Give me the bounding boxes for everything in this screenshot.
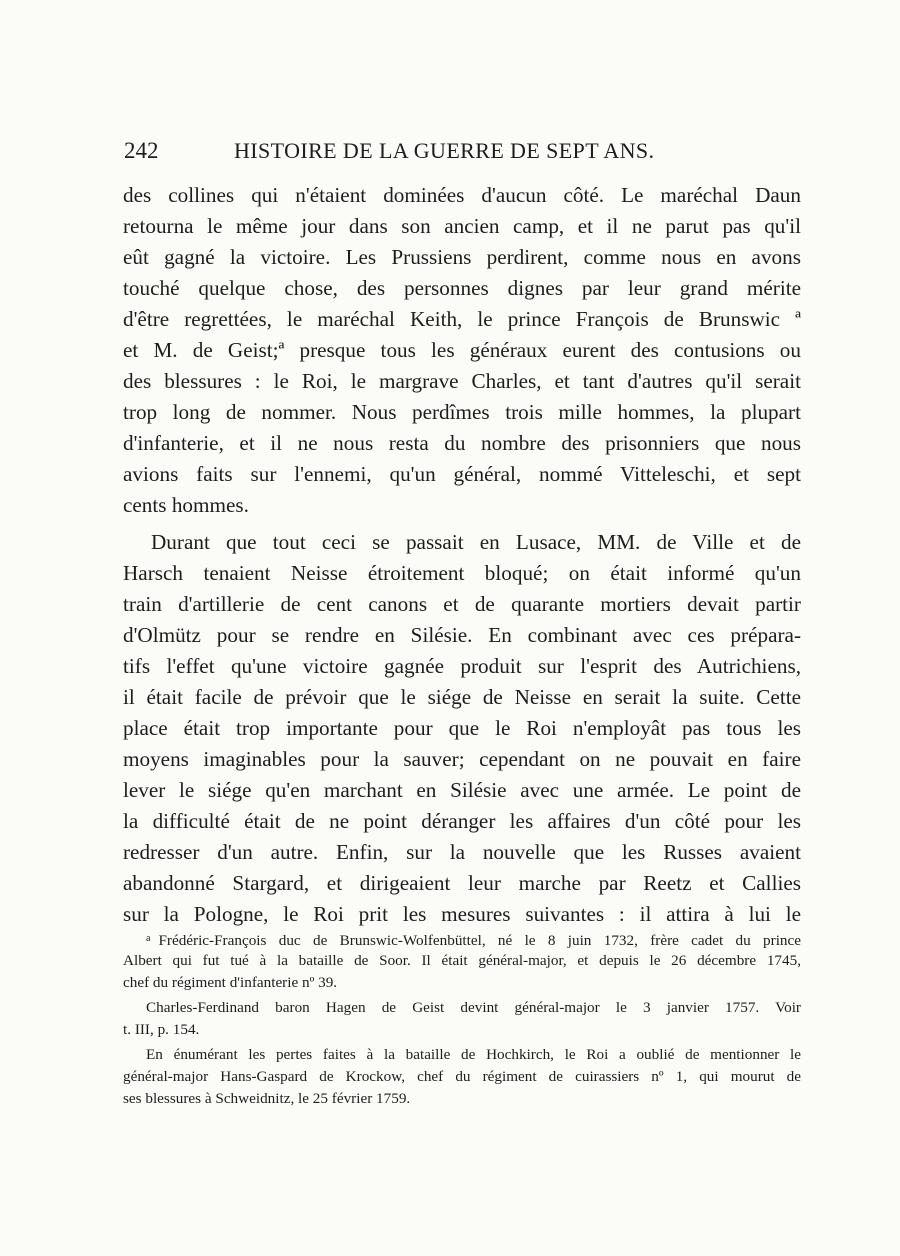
paragraph-2: [123, 527, 801, 930]
text-line: abandonné Stargard, et dirigeaient leur marche par Reetz et Callies: [123, 871, 801, 895]
text-line: lever le siége qu'en marchant en Silésie avec une armée. Le point de: [123, 778, 801, 802]
text-line: Durant que tout ceci se passait en Lusace, MM. de Ville et de: [151, 530, 801, 554]
text-line: trop long de nommer. Nous perdîmes trois mille hommes, la plupart: [123, 400, 801, 424]
text-line: cents hommes.: [123, 493, 249, 517]
main-text: [123, 180, 801, 930]
text-line: d'infanterie, et il ne nous resta du nombre des prisonniers que nous: [123, 431, 801, 455]
footnote-1: [123, 928, 801, 994]
text-line: place était trop importante pour que le Roi n'employât pas tous les: [123, 716, 801, 740]
text-line: touché quelque chose, des personnes dignes par leur grand mérite: [123, 276, 801, 300]
running-title: HISTOIRE DE LA GUERRE DE SEPT ANS.: [234, 138, 655, 163]
text-line: retourna le même jour dans son ancien camp, et il ne parut pas qu'il: [123, 214, 801, 238]
text-line: et M. de Geist;ª presque tous les généraux eurent des contusions ou: [123, 338, 801, 362]
footnote-line: Charles-Ferdinand baron Hagen de Geist devint général-major le 3 janvier 1757. Voir: [146, 999, 801, 1016]
running-head: [124, 136, 694, 166]
text-line: moyens imaginables pour la sauver; cependant on ne pouvait en faire: [123, 747, 801, 771]
text-line: redresser d'un autre. Enfin, sur la nouvelle que les Russes avaient: [123, 840, 801, 864]
footnote-text: Frédéric-François duc de Brunswic-Wolfenbüttel, né le 8 juin 1732, frère cadet du prince: [158, 932, 801, 949]
paragraph-1: [123, 180, 801, 521]
text-line: avions faits sur l'ennemi, qu'un général, nommé Vitteleschi, et sept: [123, 462, 801, 486]
footnote-line: ses blessures à Schweidnitz, le 25 février 1759.: [123, 1090, 411, 1107]
footnote-marker: a: [146, 933, 151, 944]
text-line: d'Olmütz pour se rendre en Silésie. En combinant avec ces prépara-: [123, 623, 801, 647]
footnote-3: [123, 1044, 801, 1110]
text-line: d'être regrettées, le maréchal Keith, le prince François de Brunswic ª: [123, 307, 801, 331]
text-line: sur la Pologne, le Roi prit les mesures suivantes : il attira à lui le: [123, 902, 801, 926]
footnote-line: En énumérant les pertes faites à la bataille de Hochkirch, le Roi a oublié de mentionner le: [146, 1046, 801, 1063]
text-line: des collines qui n'étaient dominées d'aucun côté. Le maréchal Daun: [123, 183, 801, 207]
text-line: Harsch tenaient Neisse étroitement bloqué; on était informé qu'un: [123, 561, 801, 585]
footnote-line: [123, 928, 801, 950]
footnote-line: t. III, p. 154.: [123, 1021, 200, 1038]
footnotes: [123, 928, 801, 1110]
footnote-2: [123, 997, 801, 1041]
text-line: des blessures : le Roi, le margrave Charles, et tant d'autres qu'il serait: [123, 369, 801, 393]
text-line: train d'artillerie de cent canons et de quarante mortiers devait partir: [123, 592, 801, 616]
text-line: la difficulté était de ne point déranger les affaires d'un côté pour les: [123, 809, 801, 833]
text-line: tifs l'effet qu'une victoire gagnée produit sur l'esprit des Autrichiens,: [123, 654, 801, 678]
footnote-line: général-major Hans-Gaspard de Krockow, chef du régiment de cuirassiers nº 1, qui mourut de: [123, 1068, 801, 1085]
text-line: il était facile de prévoir que le siége de Neisse en serait la suite. Cette: [123, 685, 801, 709]
footnote-line: chef du régiment d'infanterie nº 39.: [123, 974, 338, 991]
page-number: 242: [124, 138, 159, 163]
footnote-line: Albert qui fut tué à la bataille de Soor. Il était général-major, et depuis le 26 décembre 1745,: [123, 952, 801, 969]
text-line: eût gagné la victoire. Les Prussiens perdirent, comme nous en avons: [123, 245, 801, 269]
